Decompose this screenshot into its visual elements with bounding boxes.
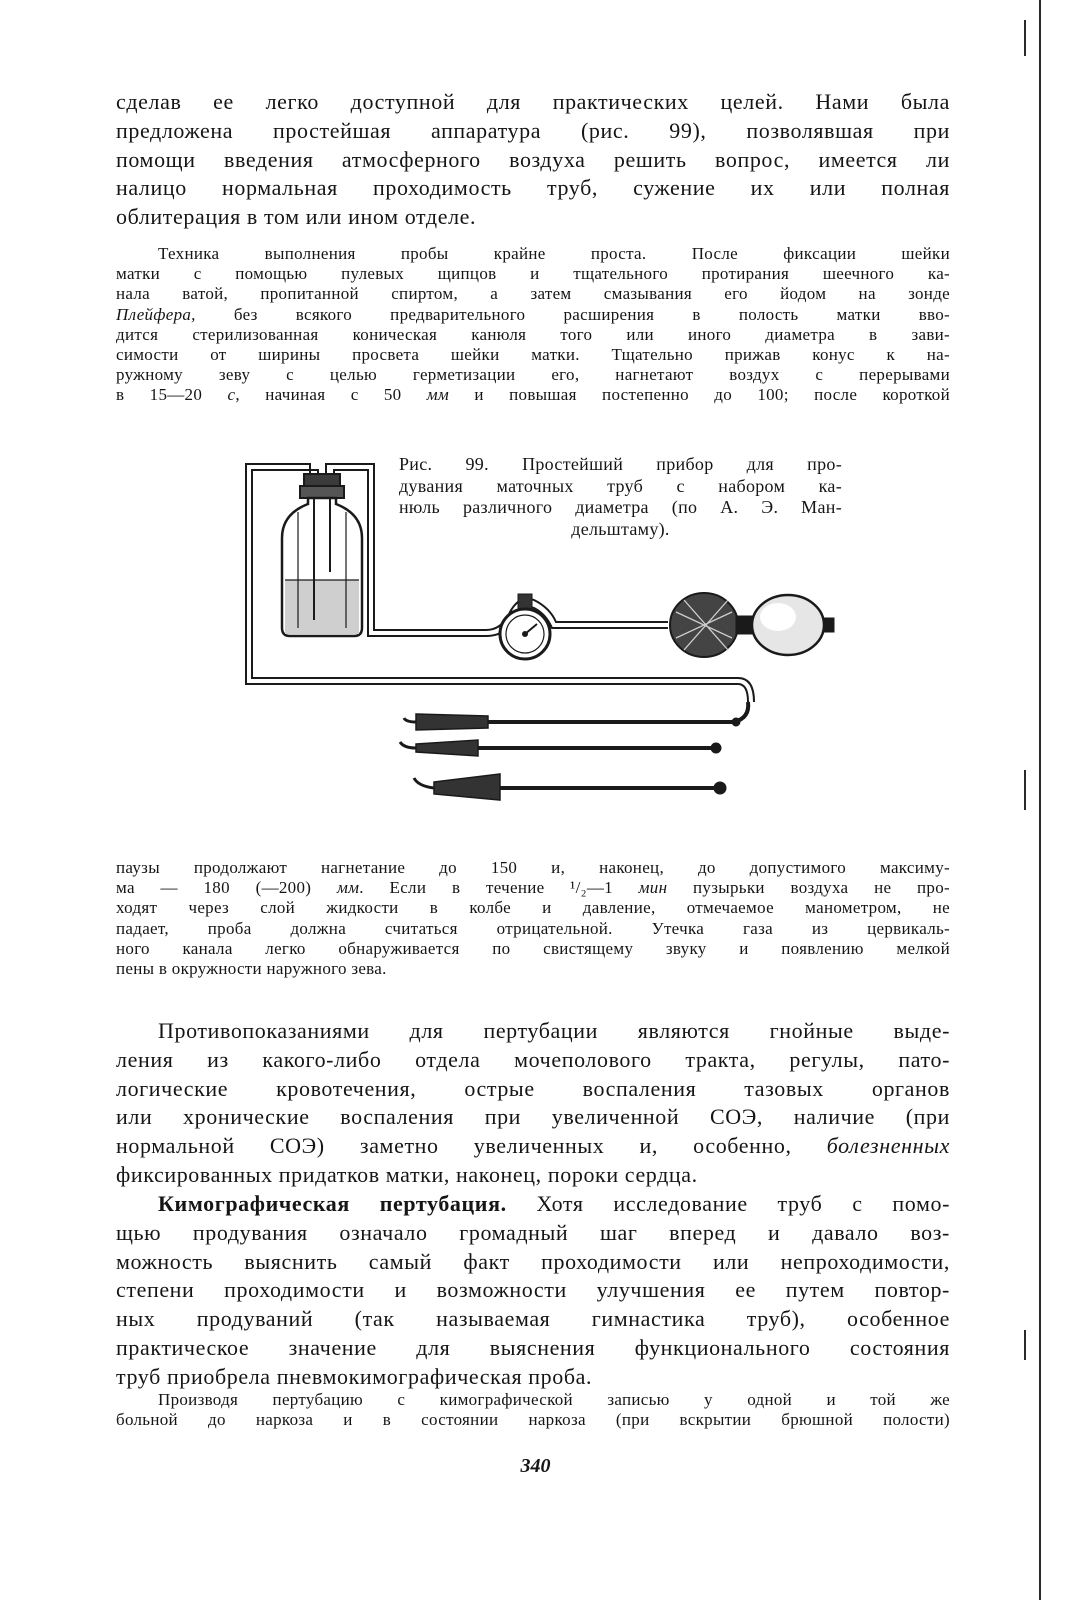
page-edge-line (1039, 0, 1041, 1600)
fraction: ¹/₂ (570, 878, 587, 898)
text-line: ных продуваний (так называемая гимнастика труб), особенное (116, 1306, 950, 1332)
caption-line: дельштаму). (571, 518, 670, 539)
text-line: пены в окружности наружного зева. (116, 959, 387, 979)
text-line: Техника выполнения пробы крайне проста. После фиксации шейки (158, 244, 950, 263)
edge-mark (1024, 770, 1026, 810)
text-line: Производя пертубацию с кимографической записью у одной и той же (158, 1390, 950, 1409)
text-line: падает, проба должна считаться отрицательной. Утечка газа из цервикаль- (116, 918, 950, 938)
text-fragment: ма — 180 (—200) (116, 878, 337, 898)
text-line: ружному зеву с целью герметизации его, нагнетают воздух с перерывами (116, 365, 950, 385)
text-line: симости от ширины просвета шейки матки. Тщательно прижав конус к на- (116, 345, 950, 365)
text-fragment: . Если в течение (359, 878, 571, 898)
text-fragment: нормальной СОЭ) заметно увеличенных и, особенно, (116, 1133, 827, 1159)
text-fragment: Хотя исследование труб с помо- (506, 1191, 950, 1216)
author-name: Плейфера, (116, 304, 196, 324)
unit-text: мм (336, 878, 360, 898)
text-fragment: —1 (586, 878, 639, 898)
paragraph-contraindications (116, 1017, 950, 1190)
text-line: предложена простейшая аппаратура (рис. 99), позволявшая при (116, 117, 950, 143)
paragraph-kymographic (116, 1190, 950, 1392)
rubber-bulbs (670, 593, 834, 657)
section-heading: Кимографическая пертубация. (158, 1191, 507, 1216)
text-fragment: и повышая постепенно до 100; после короткой (449, 385, 950, 405)
text-line: щью продувания означало громадный шаг вперед и давало воз- (116, 1219, 950, 1245)
text-line: ления из какого-либо отдела мочеполового тракта, регулы, пато- (116, 1046, 950, 1072)
edge-mark (1024, 20, 1026, 56)
edge-mark (1024, 1330, 1026, 1360)
paragraph-top (116, 88, 950, 232)
text-line: нала ватой, пропитанной спиртом, а затем смазывания его йодом на зонде (116, 284, 950, 304)
text-fragment: без всякого предварительного расширения в полость матки вво- (195, 304, 950, 324)
caption-line: Рис. 99. Простейший прибор для про- (399, 454, 842, 474)
text-line: дится стерилизованная коническая канюля того или иного диаметра в зави- (116, 324, 950, 344)
unit-text: мм (426, 385, 450, 405)
text-line: можность выяснить самый факт проходимости или непроходимости, (116, 1248, 950, 1274)
text-line: ходят через слой жидкости в колбе и давление, отмечаемое манометром, не (116, 898, 950, 918)
text-line: больной до наркоза и в состоянии наркоза (при вскрытии брюшной полости) (116, 1410, 950, 1430)
caption-line: дувания маточных труб с набором ка- (399, 475, 842, 496)
wash-bottle (282, 474, 362, 636)
manometer (500, 594, 550, 659)
text-line: или хронические воспаления при увеличенной СОЭ, наличие (при (116, 1104, 950, 1130)
text-line: матки с помощью пулевых щипцов и тщательного протирания шеечного ка- (116, 264, 950, 284)
unit-text: мин (638, 878, 668, 898)
text-line: логические кровотечения, острые воспаления тазовых органов (116, 1075, 950, 1101)
text-line: Противопоказаниями для пертубации являются гнойные выде- (158, 1018, 950, 1043)
caption-line: нюль различного диаметра (по А. Э. Ман- (399, 497, 842, 517)
text-line: налицо нормальная проходимость труб, сужение их или полная (116, 175, 950, 201)
paragraph-technique (116, 244, 950, 406)
text-line: труб приобрела пневмокимографическая проба. (116, 1363, 593, 1389)
cannula-set (400, 702, 748, 800)
text-line: практическое значение для выяснения функционального состояния (116, 1334, 950, 1360)
text-line: степени проходимости и возможности улучшения ее путем повтор- (116, 1277, 950, 1303)
text-line: паузы продолжают нагнетание до 150 и, наконец, до допустимого максиму- (116, 858, 950, 877)
text-line: облитерация в том или ином отделе. (116, 204, 477, 230)
text-line (116, 385, 950, 405)
unit-text: с (227, 385, 236, 405)
text-line: фиксированных придатков матки, наконец, пороки сердца. (116, 1161, 698, 1187)
page-number: 340 (520, 1455, 551, 1477)
text-fragment: , начиная с 50 (235, 385, 427, 405)
paragraph-after-figure (116, 858, 950, 979)
text-line (116, 878, 950, 898)
paragraph-last (116, 1390, 950, 1430)
text-line: сделав ее легко доступной для практических целей. Нами была (116, 89, 950, 114)
text-line: помощи введения атмосферного воздуха решить вопрос, имеется ли (116, 146, 950, 172)
text-line (116, 1190, 950, 1219)
text-fragment: пузырьки воздуха не про- (667, 878, 950, 898)
text-line: ного канала легко обнаруживается по свистящему звуку и появлению мелкой (116, 938, 950, 958)
figure-caption (399, 454, 842, 540)
text-fragment: в 15—20 (116, 385, 228, 405)
text-line (116, 1132, 950, 1161)
text-line (116, 305, 950, 325)
emphasis-text: болезненных (826, 1133, 950, 1159)
